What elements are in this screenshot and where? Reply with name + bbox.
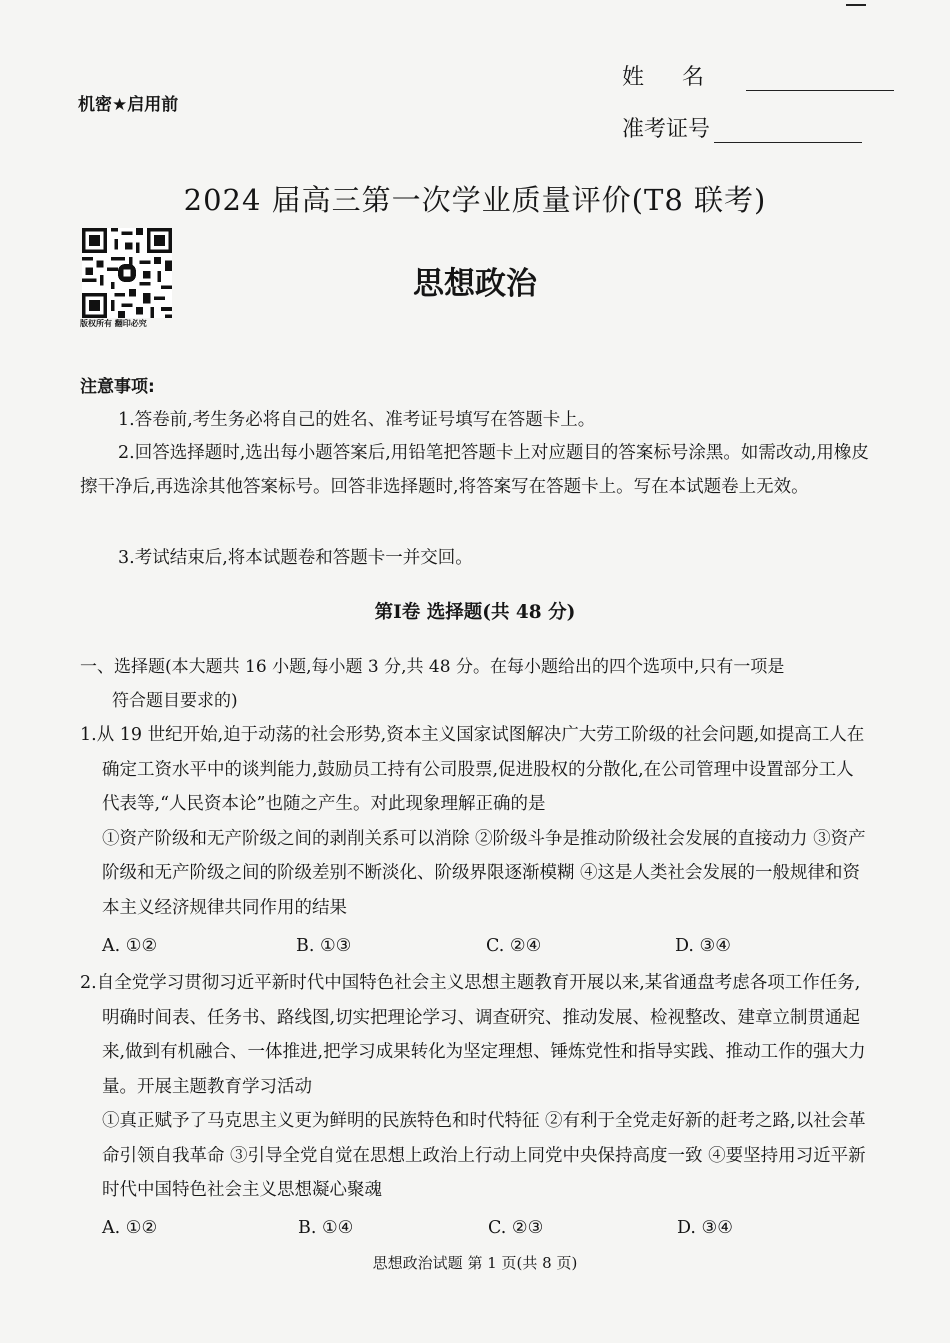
- name-label: 姓名: [622, 65, 743, 90]
- question-statements: ①真正赋予了马克思主义更为鲜明的民族特色和时代特征 ②有利于全党走好新的赶考之路,以社会革命引领自我革命 ③引导全党自觉在思想上政治上行动上同党中央保持高度一致 ④要坚持用习近平新时代中国特色社会主义思想凝心聚魂: [102, 1111, 866, 1200]
- exam-number-label: 准考证号: [622, 117, 711, 142]
- notice-item: 3.考试结束后,将本试题卷和答题卡一并交回。: [118, 548, 473, 568]
- qr-caption: 版权所有 翻印必究: [80, 319, 147, 328]
- choice-d[interactable]: D. ③④: [675, 936, 731, 956]
- question-stem: 2.自全党学习贯彻习近平新时代中国特色社会主义思想主题教育开展以来,某省通盘考虑各项工作任务,明确时间表、任务书、路线图,切实把理论学习、调查研究、推动发展、检视整改、建章立制贯通起来,做到有机融合、一体推进,把学习成果转化为坚定理想、锤炼党性和指导实践、推动工作的强大力量。开展主题教育学习活动: [80, 973, 866, 1097]
- exam-number-blank[interactable]: [714, 118, 862, 143]
- section-instructions: [80, 650, 870, 718]
- notice-item: 2.回答选择题时,选出每小题答案后,用铅笔把答题卡上对应题目的答案标号涂黑。如需改动,用橡皮擦干净后,再选涂其他答案标号。回答非选择题时,将答案写在答题卡上。写在本试题卷上无效。: [80, 443, 869, 497]
- question-1: [80, 718, 870, 925]
- page-footer: 思想政治试题 第 1 页(共 8 页): [372, 1254, 578, 1272]
- confidential-label: 机密★启用前: [78, 95, 179, 115]
- exam-number-field: [622, 112, 862, 143]
- question-2: [80, 966, 870, 1208]
- choice-d[interactable]: D. ③④: [677, 1218, 733, 1238]
- notice-heading: 注意事项:: [80, 377, 155, 397]
- section-instructions-line2: 符合题目要求的): [112, 691, 238, 711]
- choice-b[interactable]: B. ①③: [296, 936, 352, 956]
- top-mark: [846, 4, 866, 6]
- notice-item: 1.答卷前,考生务必将自己的姓名、准考证号填写在答题卡上。: [118, 410, 596, 430]
- question-stem: 1.从 19 世纪开始,迫于动荡的社会形势,资本主义国家试图解决广大劳工阶级的社会问题,如提高工人在确定工资水平中的谈判能力,鼓励员工持有公司股票,促进股权的分散化,在公司管理中设置部分工人代表等,“人民资本论”也随之产生。对此现象理解正确的是: [80, 725, 865, 814]
- section-instructions-line1: 一、选择题(本大题共 16 小题,每小题 3 分,共 48 分。在每小题给出的四个选项中,只有一项是: [80, 657, 785, 677]
- choice-c[interactable]: C. ②④: [486, 936, 542, 956]
- choice-b[interactable]: B. ①④: [298, 1218, 354, 1238]
- question-statements: ①资产阶级和无产阶级之间的剥削关系可以消除 ②阶级斗争是推动阶级社会发展的直接动力 ③资产阶级和无产阶级之间的阶级差别不断淡化、阶级界限逐渐模糊 ④这是人类社会发展的一般规律和资本主义经济规律共同作用的结果: [102, 828, 866, 918]
- section-title: 第Ⅰ卷 选择题(共 48 分): [374, 602, 576, 623]
- choice-a[interactable]: A. ①②: [102, 1218, 158, 1238]
- name-blank[interactable]: [746, 66, 894, 91]
- choice-a[interactable]: A. ①②: [102, 936, 158, 956]
- name-field: [622, 60, 894, 91]
- subject-title: 思想政治: [413, 266, 537, 302]
- choice-c[interactable]: C. ②③: [488, 1218, 544, 1238]
- exam-title: 2024 届高三第一次学业质量评价(T8 联考): [183, 183, 767, 217]
